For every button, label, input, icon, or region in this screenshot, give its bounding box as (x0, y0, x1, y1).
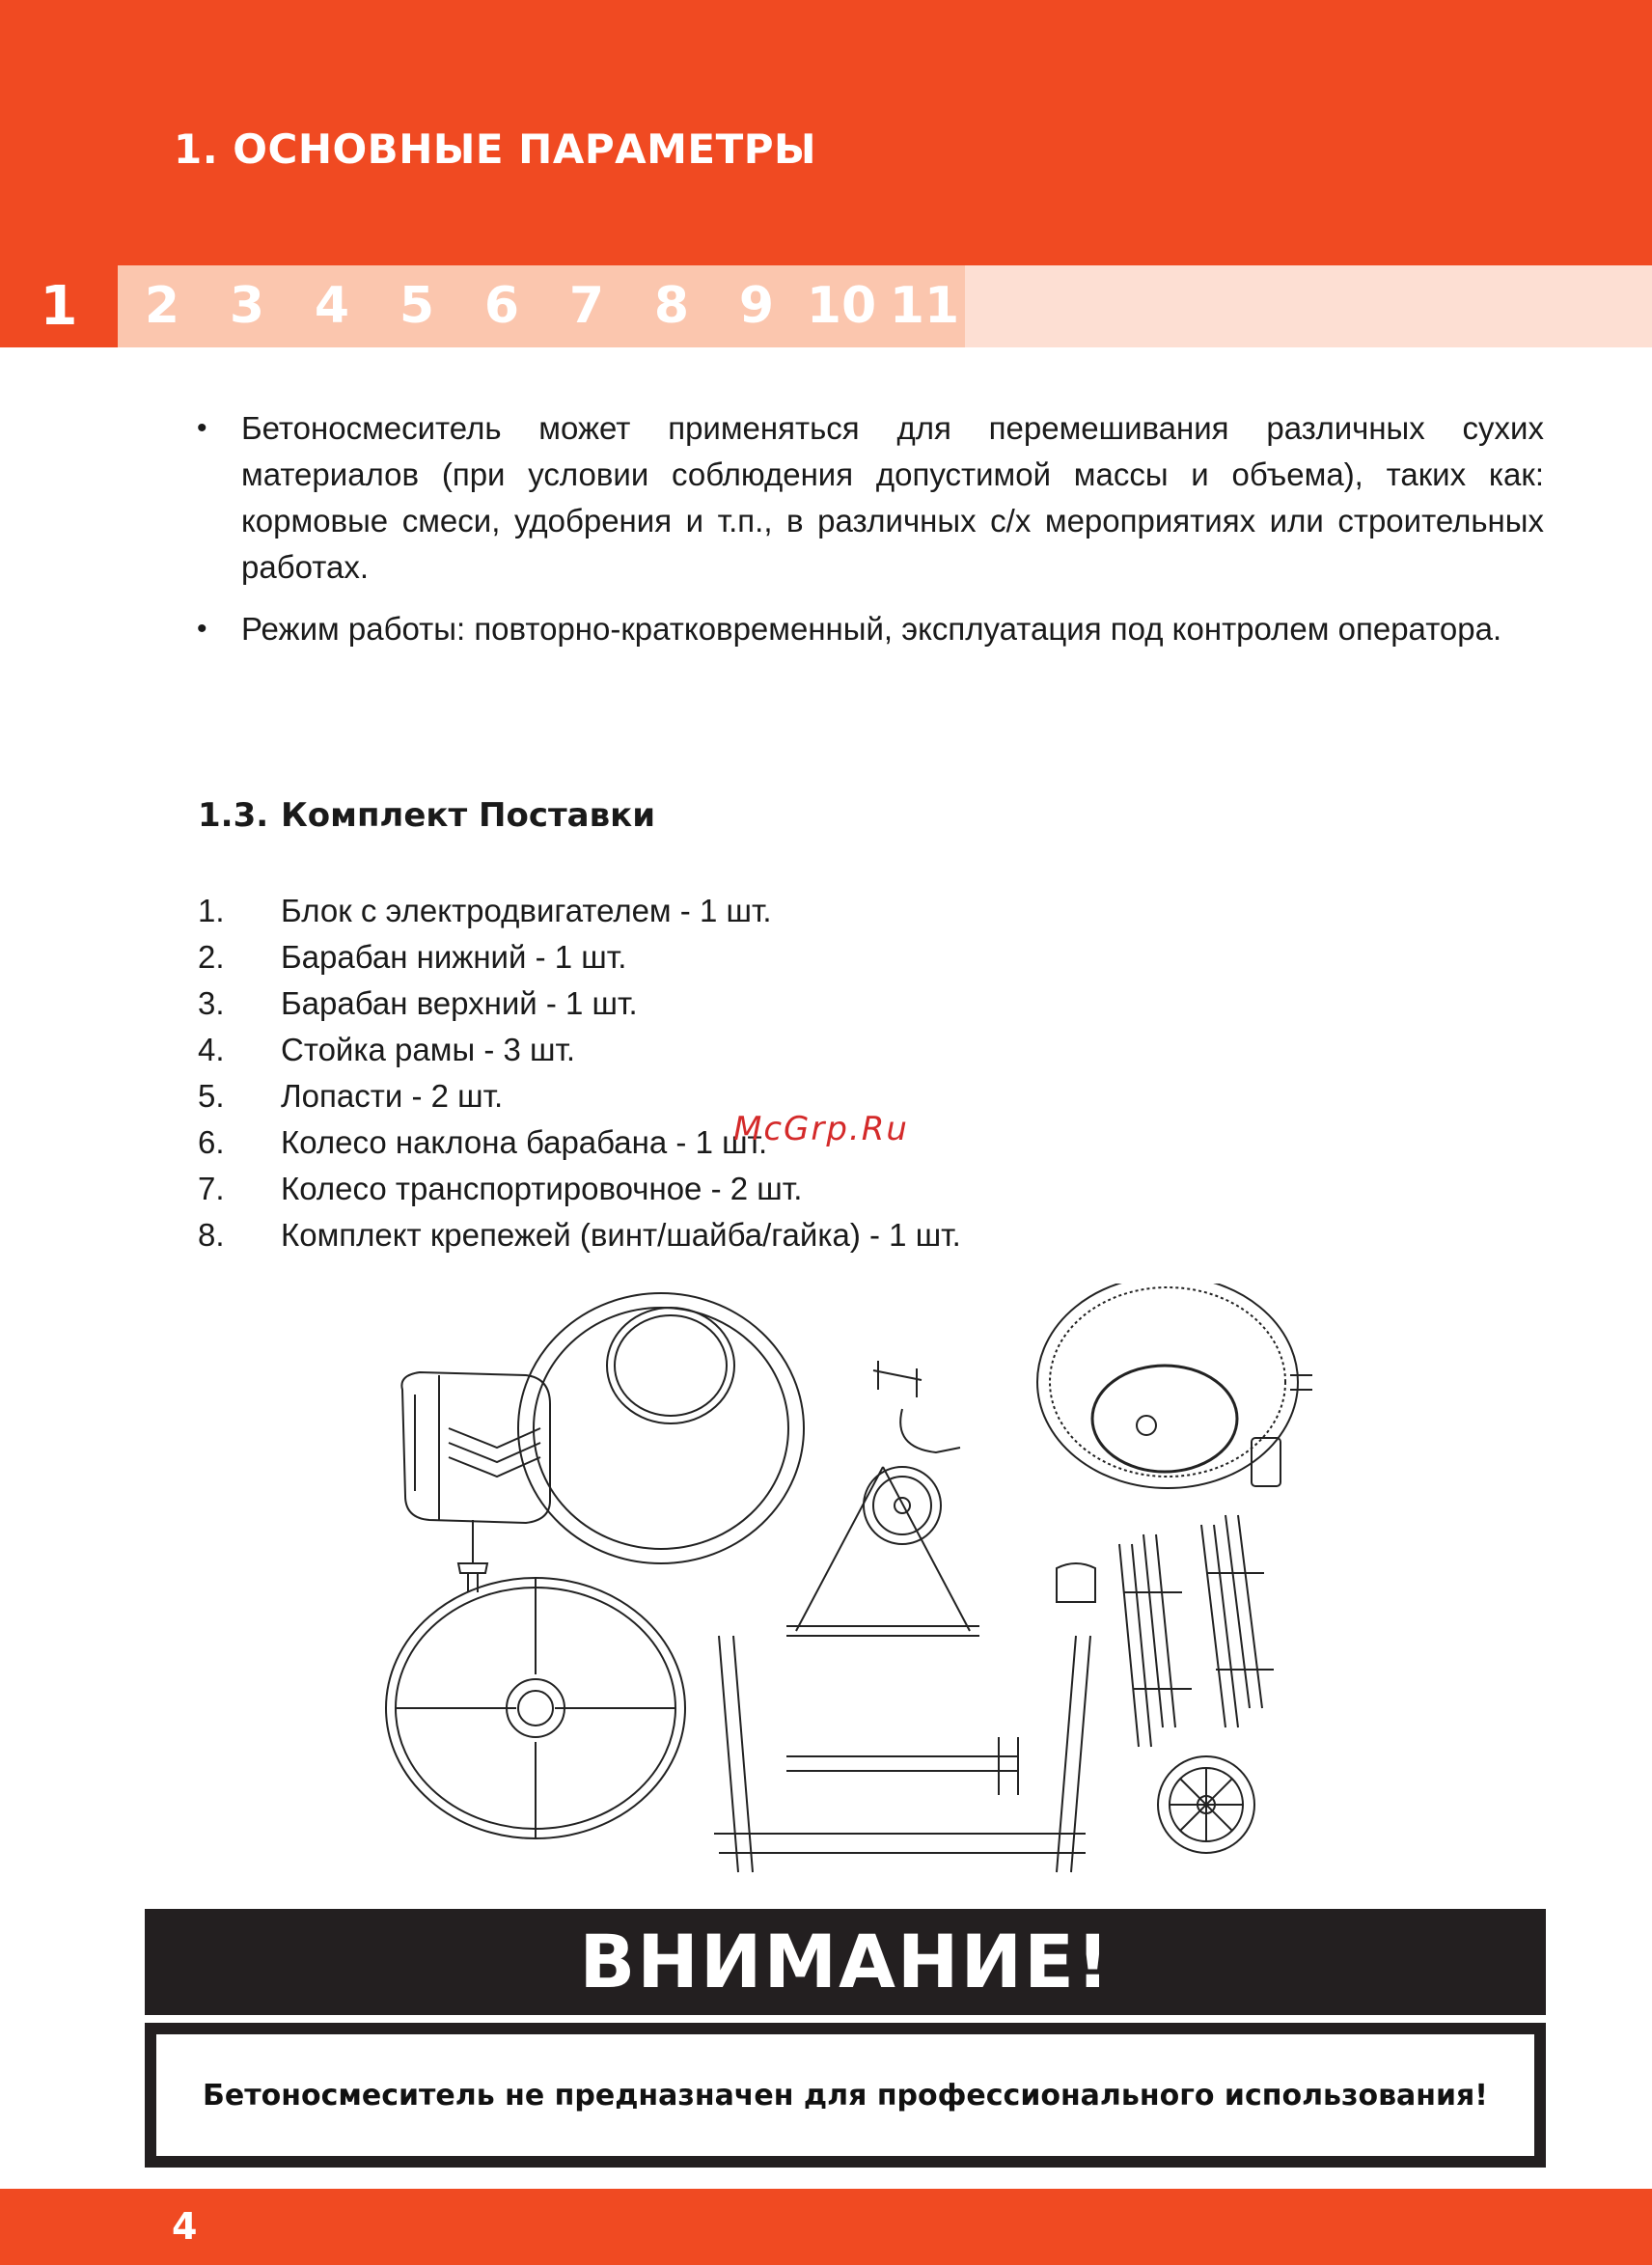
list-item-number: 2. (198, 939, 225, 975)
list-item-number: 7. (198, 1171, 225, 1206)
motor-block-drawing (401, 1372, 550, 1592)
list-item (198, 981, 961, 1027)
chapter-nav (0, 265, 1652, 347)
list-item-text: Колесо наклона барабана - 1 шт. (281, 1124, 768, 1160)
kit-heading-number: 1.3. (198, 796, 269, 835)
lower-drum-drawing (1037, 1284, 1312, 1488)
chapter-nav-item-3[interactable]: 3 (229, 277, 265, 335)
chapter-nav-item-10[interactable]: 10 (806, 277, 877, 335)
upper-drum-drawing (518, 1293, 804, 1563)
list-item (198, 888, 961, 934)
kit-list (198, 888, 961, 1258)
list-item-number: 5. (198, 1078, 225, 1114)
list-item-number: 6. (198, 1124, 225, 1160)
kit-heading-title: Комплект Поставки (281, 796, 656, 835)
list-item-text: Колесо транспортировочное - 2 шт. (281, 1171, 803, 1206)
frame-legs-drawing (1057, 1515, 1274, 1747)
kit-heading (198, 796, 655, 835)
warning-box-inner (156, 2034, 1534, 2156)
list-item (198, 1212, 961, 1258)
kit-parts-illustration (381, 1284, 1317, 1877)
chapter-nav-item-8[interactable]: 8 (653, 277, 690, 335)
tilt-wheel-drawing (864, 1361, 1280, 1544)
header-band (0, 0, 1652, 265)
chapter-nav-strip (118, 265, 965, 347)
list-item-text: Лопасти - 2 шт. (281, 1078, 504, 1114)
bullet-item: • Режим работы: повторно-кратковременный, эксплуатация под контролем оператора. (193, 606, 1544, 652)
list-item (198, 1166, 961, 1212)
chapter-nav-item-2[interactable]: 2 (144, 277, 180, 335)
list-item-number: 1. (198, 893, 225, 928)
blade-ring-drawing (386, 1578, 685, 1838)
chapter-nav-item-6[interactable]: 6 (483, 277, 520, 335)
list-item-number: 8. (198, 1217, 225, 1253)
watermark: McGrp.Ru (733, 1110, 909, 1148)
list-item (198, 1027, 961, 1073)
list-item (198, 934, 961, 981)
bullet-item: • Бетоносмеситель может применяться для перемешивания различных сухих материалов (при условии соблюдения допустимой массы и объема), таких как: кормовые смеси, удобрения и т.п., в различных с/х мероприятиях или строительных работах. (193, 405, 1544, 591)
section-title: 1. ОСНОВНЫЕ ПАРАМЕТРЫ (174, 125, 817, 173)
warning-text: Бетоносмеситель не предназначен для профессионального использования! (203, 2078, 1488, 2113)
list-item-number: 3. (198, 985, 225, 1021)
chapter-nav-active[interactable]: 1 (0, 265, 118, 347)
list-item-text: Блок с электродвигателем - 1 шт. (281, 893, 772, 928)
list-item-text: Стойка рамы - 3 шт. (281, 1032, 576, 1067)
chapter-nav-item-5[interactable]: 5 (399, 277, 435, 335)
footer-band (0, 2189, 1652, 2265)
frame-drawing (714, 1467, 1090, 1872)
list-item-text: Комплект крепежей (винт/шайба/гайка) - 1 шт. (281, 1217, 961, 1253)
list-item-number: 4. (198, 1032, 225, 1067)
chapter-nav-item-4[interactable]: 4 (314, 277, 350, 335)
chapter-nav-item-11[interactable]: 11 (889, 277, 960, 335)
warning-box (145, 2023, 1546, 2168)
list-item-text: Барабан верхний - 1 шт. (281, 985, 638, 1021)
chapter-nav-item-7[interactable]: 7 (568, 277, 605, 335)
chapter-nav-item-9[interactable]: 9 (738, 277, 775, 335)
list-item-text: Барабан нижний - 1 шт. (281, 939, 627, 975)
warning-heading: ВНИМАНИЕ! (145, 1909, 1546, 2015)
page-number: 4 (172, 2205, 198, 2248)
intro-bullets (193, 405, 1544, 668)
transport-wheel-drawing (1158, 1756, 1254, 1853)
